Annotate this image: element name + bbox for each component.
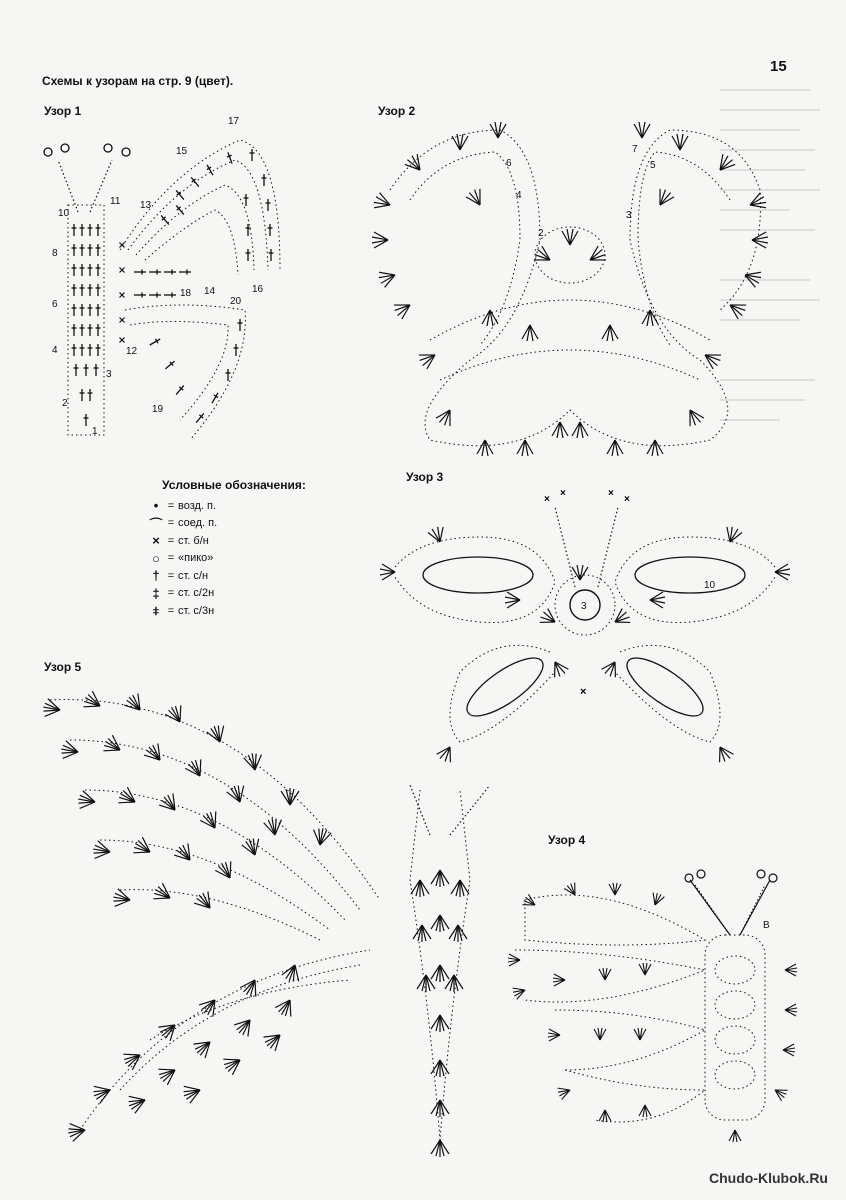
p1-num-1: 1	[92, 426, 98, 437]
legend-item	[148, 602, 306, 620]
triple-treble-icon: ⧧	[152, 602, 160, 618]
p3-num-3: 3	[581, 601, 587, 612]
legend-equals: =	[167, 552, 175, 565]
legend-item-label: возд. п.	[178, 499, 217, 512]
legend-item	[148, 550, 306, 568]
page-title: Схемы к узорам на стр. 9 (цвет).	[42, 74, 234, 88]
pattern-5-label: Узор 5	[44, 660, 82, 674]
legend-item	[148, 532, 306, 550]
p1-num-11: 11	[110, 196, 121, 207]
pattern-4-label: Узор 4	[548, 833, 586, 847]
legend-item-label: ст. с/2н	[178, 587, 215, 600]
antenna-tip: ×	[560, 488, 566, 499]
p1-num-8: 8	[52, 248, 58, 259]
treble-crochet-icon: ‡	[152, 585, 160, 601]
p2-num-4: 4	[516, 190, 522, 201]
pattern-3-label: Узор 3	[406, 470, 444, 484]
p1-num-2: 2	[62, 398, 68, 409]
legend-equals: =	[167, 569, 175, 582]
p1-num-16: 16	[252, 284, 264, 295]
antenna-tip: ×	[624, 494, 630, 505]
p1-num-3: 3	[106, 369, 112, 380]
p2-num-5: 5	[650, 160, 656, 171]
picot-circle-icon: ○	[152, 550, 160, 566]
pattern-4-diagram	[505, 860, 805, 1165]
watermark: Chudo-Klubok.Ru	[709, 1170, 828, 1186]
pattern-2-diagram	[370, 110, 770, 475]
page-number: 15	[770, 58, 787, 75]
legend-equals: =	[167, 499, 175, 512]
legend-title: Условные обозначения:	[162, 478, 306, 492]
p1-num-17: 17	[228, 116, 240, 127]
legend-item-label: «пико»	[178, 552, 214, 565]
legend-item-label: ст. б/н	[178, 534, 209, 547]
slip-stitch-arc-icon: ⌒	[149, 516, 163, 532]
chain-dot-icon: •	[153, 498, 159, 514]
p4-label-v: В	[763, 920, 770, 931]
p1-num-12: 12	[126, 346, 138, 357]
legend-equals: =	[167, 604, 175, 617]
p3-num-10: 10	[704, 580, 716, 591]
single-crochet-x-icon: ×	[152, 533, 160, 549]
p1-num-18: 18	[180, 288, 192, 299]
legend-item	[148, 585, 306, 603]
legend-equals: =	[167, 534, 175, 547]
pattern-1-diagram	[30, 110, 310, 455]
sc-mark: ×	[580, 686, 587, 698]
p2-num-3: 3	[626, 210, 632, 221]
p1-num-10: 10	[58, 208, 70, 219]
legend-item-label: соед. п.	[178, 517, 218, 530]
legend	[148, 478, 306, 620]
legend-item-label: ст. с/н	[178, 569, 209, 582]
antenna-tip: ×	[608, 488, 614, 499]
p1-num-15: 15	[176, 146, 188, 157]
p1-num-20: 20	[230, 296, 242, 307]
pattern-1-label: Узор 1	[44, 104, 82, 118]
p1-num-6: 6	[52, 299, 58, 310]
legend-equals: =	[167, 517, 175, 530]
legend-item-label: ст. с/3н	[178, 604, 215, 617]
p1-num-14: 14	[204, 286, 216, 297]
p1-num-4: 4	[52, 345, 58, 356]
antenna-tip: ×	[544, 494, 550, 505]
p2-num-6: 6	[506, 158, 512, 169]
p2-num-7: 7	[632, 144, 638, 155]
legend-item	[148, 497, 306, 515]
legend-item	[148, 515, 306, 533]
legend-equals: =	[167, 587, 175, 600]
p1-num-13: 13	[140, 200, 152, 211]
pattern-5-diagram	[40, 680, 520, 1165]
pattern-2-label: Узор 2	[378, 104, 416, 118]
legend-item	[148, 567, 306, 585]
double-crochet-icon: †	[152, 568, 160, 584]
p1-num-19: 19	[152, 404, 164, 415]
p2-num-2: 2	[538, 228, 544, 239]
